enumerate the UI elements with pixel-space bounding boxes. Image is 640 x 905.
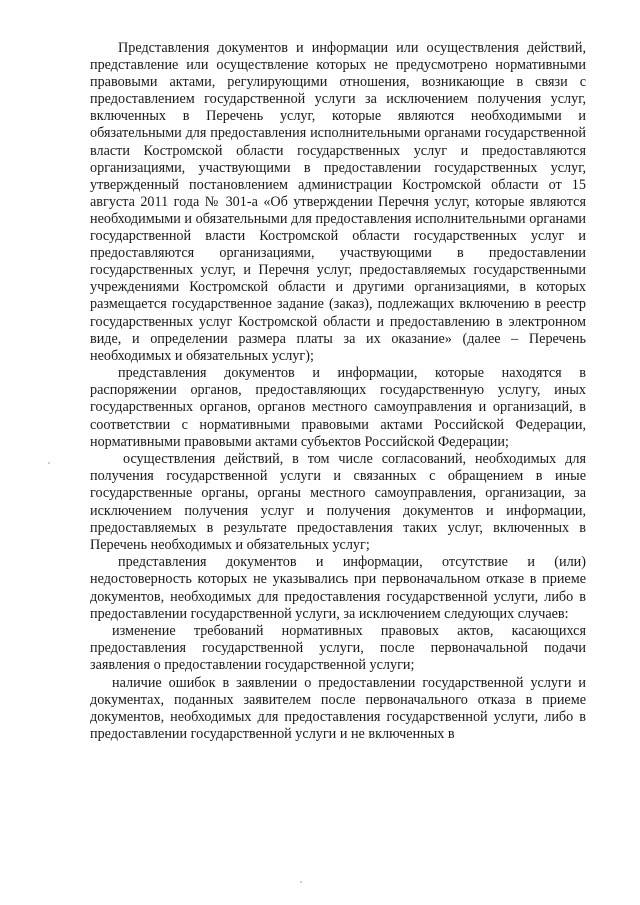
scan-speck xyxy=(300,881,302,883)
scan-speck xyxy=(48,462,50,464)
paragraph-1: Представления документов и информации или осуществления действий, представление или осуществление которых не предусмотрено нормативными правовыми актами, регулирующими отношения, возникающие в связи с предоставлением государственной услуги за исключением получения услуг, включенных в Перечень услуг, которые являются необходимыми и обязательными для предоставления исполнительными органами государственной власти Костромской области государственных услуг и предоставляются организациями, участвующими в предоставлении государственных услуг, утвержденный постановлением администрации Костромской области от 15 августа 2011 года № 301-а «Об утверждении Перечня услуг, которые являются необходимыми и обязательными для предоставления исполнительными органами государственной власти Костромской области государственных услуг и предоставляются организациями, участвующими в предоставлении государственных услуг, и Перечня услуг, предоставляемых государственными учреждениями Костромской области и другими организациями, в которых размещается государственное задание (заказ), подлежащих включению в реестр государственных услуг Костромской области и предоставлению в электронном виде, и определении размера платы за их оказание» (далее – Перечень необходимых и обязательных услуг); xyxy=(90,40,586,364)
paragraph-4: представления документов и информации, отсутствие и (или) недостоверность которых не указывались при первоначальном отказе в приеме документов, необходимых для предоставления государственной услуги, либо в предоставлении государственной услуги, за исключением следующих случаев: xyxy=(90,554,586,622)
paragraph-5: изменение требований нормативных правовых актов, касающихся предоставления государственной услуги, после первоначальной подачи заявления о предоставлении государственной услуги; xyxy=(90,623,586,674)
paragraph-2: представления документов и информации, которые находятся в распоряжении органов, предоставляющих государственную услугу, иных государственных органов, органов местного самоуправления и организаций, в соответствии с нормативными правовыми актами Российской Федерации, нормативными правовыми актами субъектов Российской Федерации; xyxy=(90,365,586,450)
paragraph-6: наличие ошибок в заявлении о предоставлении государственной услуги и документах, поданных заявителем после первоначального отказа в приеме документов, необходимых для предоставления государственной услуги, либо в предоставлении государственной услуги и не включенных в xyxy=(90,674,586,743)
paragraph-3: осуществления действий, в том числе согласований, необходимых для получения государственной услуги и связанных с обращением в иные государственные органы, органы местного самоуправления, организации, за исключением получения услуг и получения документов и информации, предоставляемых в результате предоставления таких услуг, включенных в Перечень необходимых и обязательных услуг; xyxy=(90,451,586,553)
document-body xyxy=(90,40,586,744)
